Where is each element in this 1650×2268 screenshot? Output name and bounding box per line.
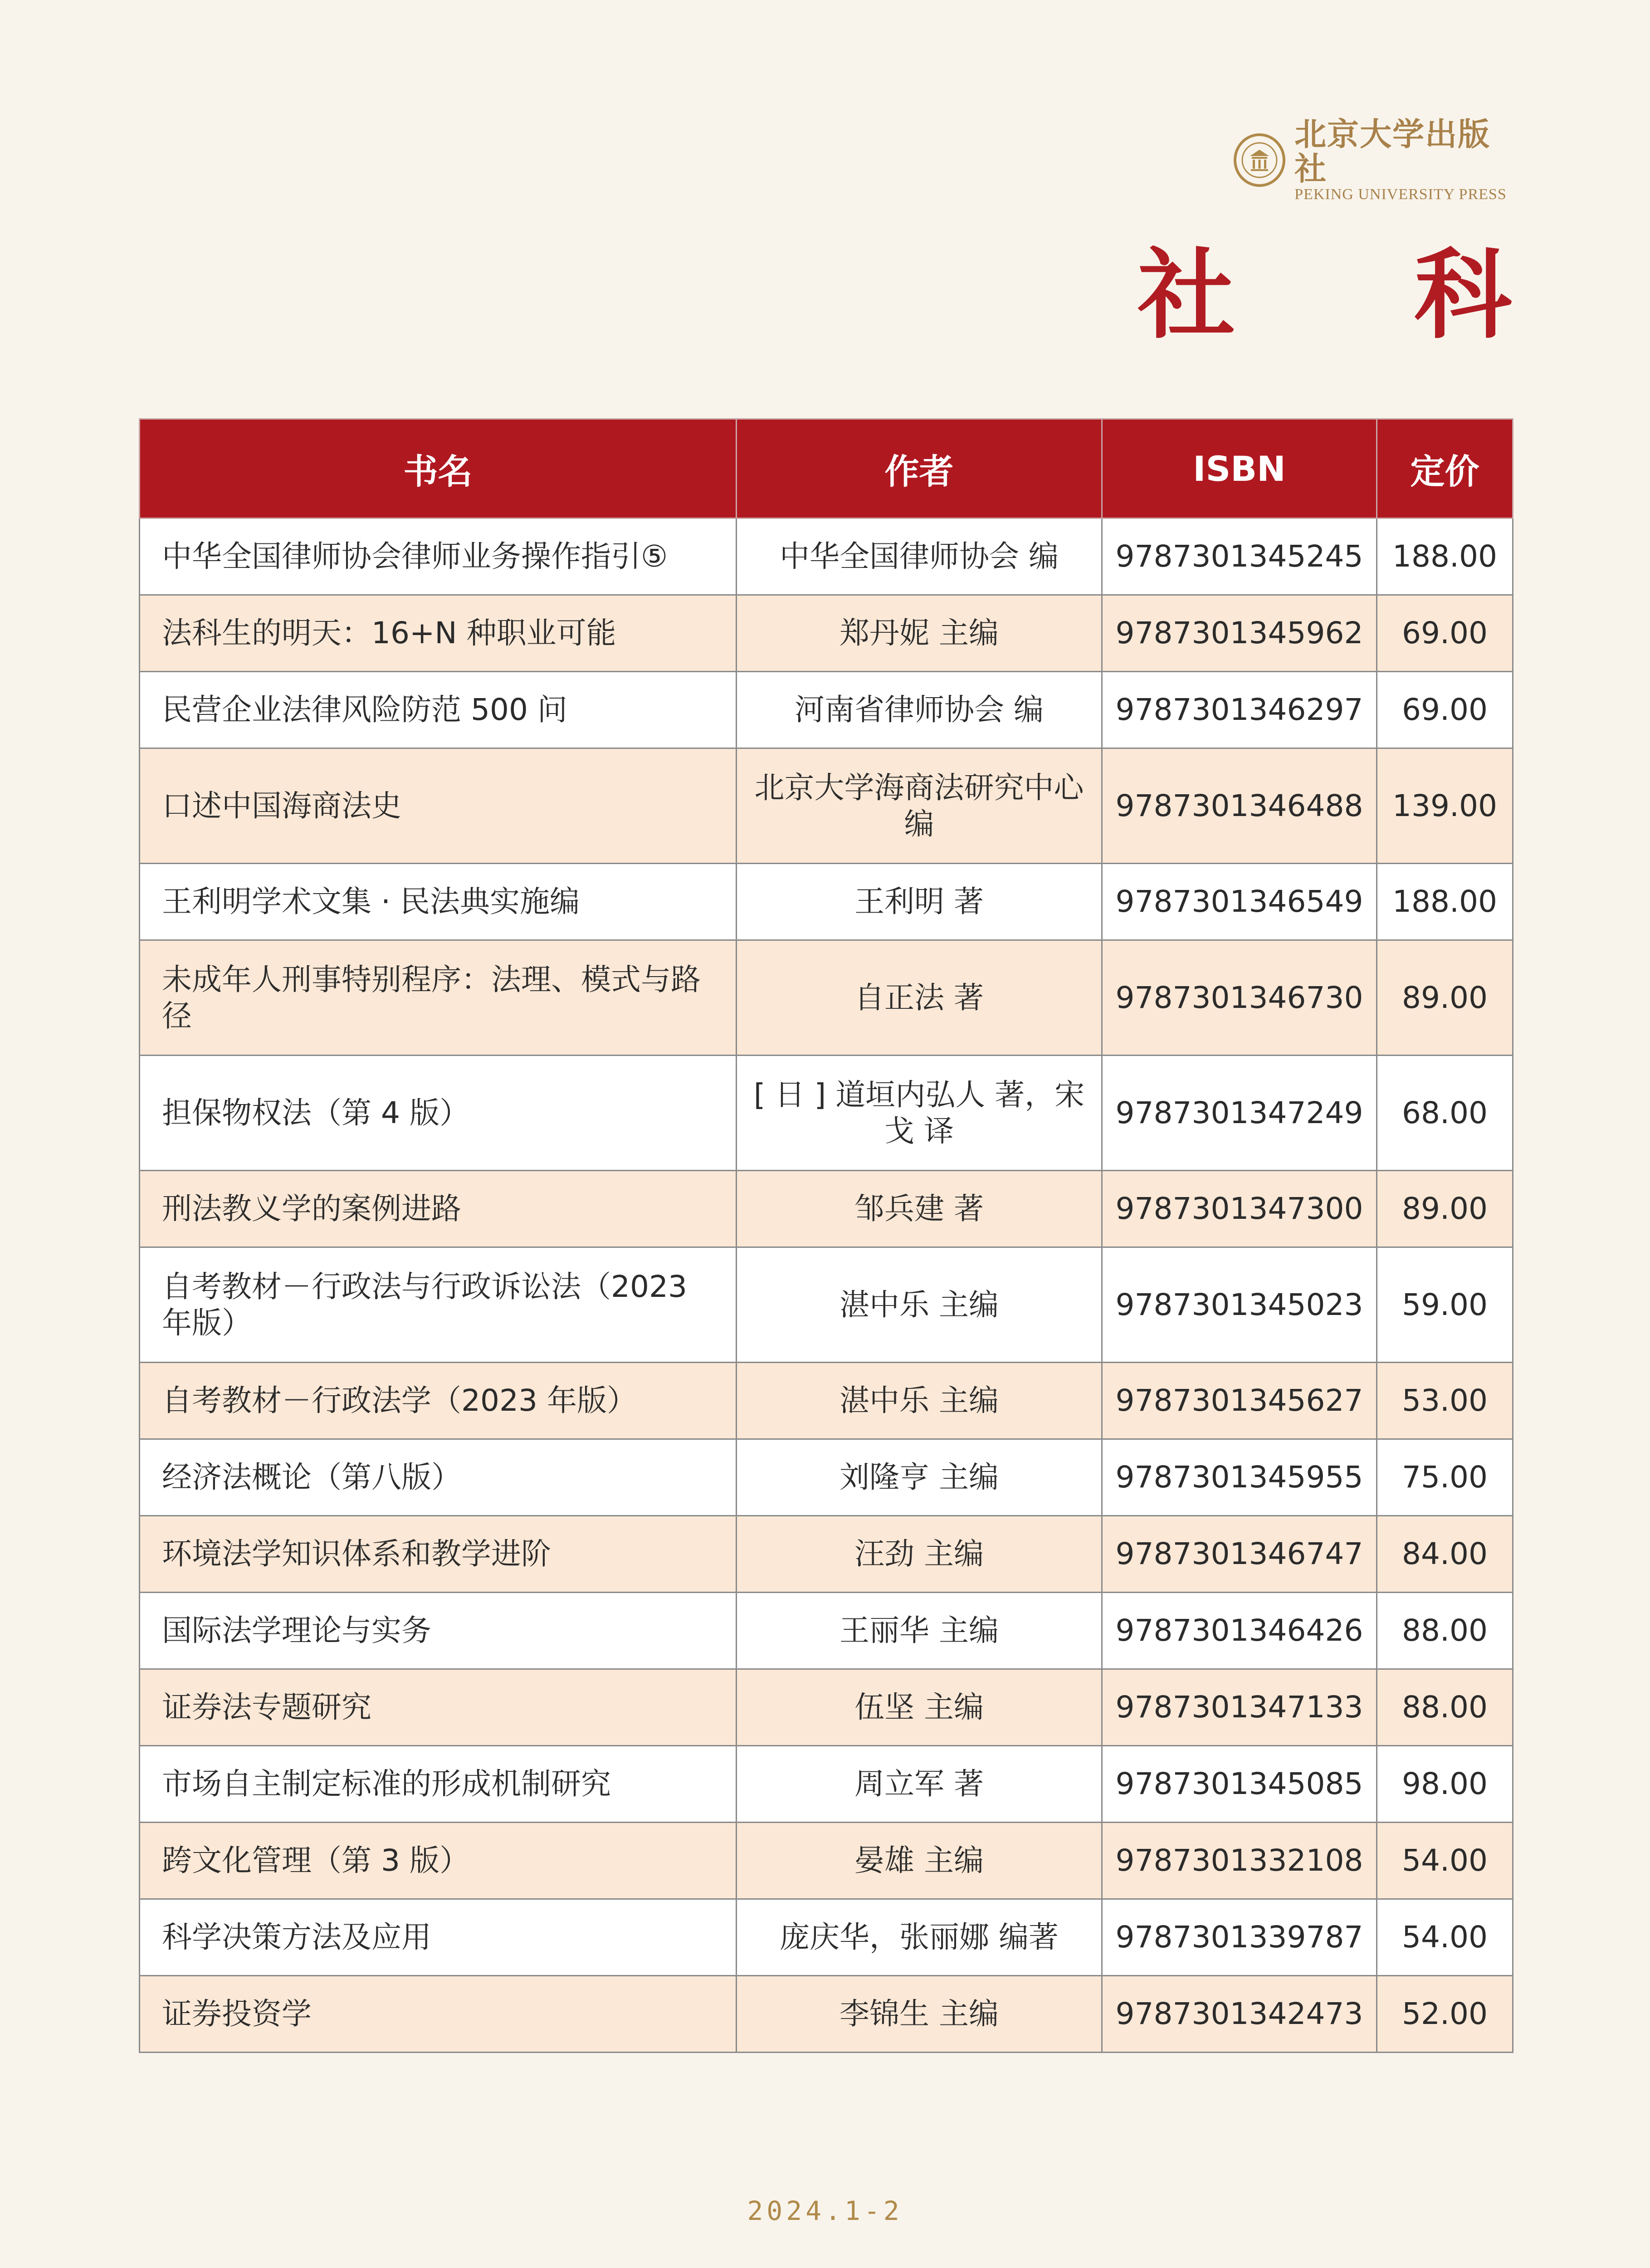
book-author-cell: 中华全国律师协会 编 [737, 518, 1102, 595]
header-isbn: ISBN [1102, 419, 1377, 518]
book-price-cell: 188.00 [1377, 864, 1513, 940]
table-row [140, 672, 1513, 748]
book-author-cell: 湛中乐 主编 [737, 1247, 1102, 1363]
book-title-cell: 民营企业法律风险防范 500 问 [140, 672, 737, 748]
book-isbn-cell: 9787301345627 [1102, 1363, 1377, 1439]
book-title-cell: 跨文化管理（第 3 版） [140, 1823, 737, 1899]
book-price-cell: 53.00 [1377, 1363, 1513, 1439]
pku-seal-icon [1234, 133, 1285, 187]
book-price-cell: 75.00 [1377, 1439, 1513, 1516]
book-price-cell: 89.00 [1377, 940, 1513, 1056]
book-isbn-cell: 9787301346297 [1102, 672, 1377, 748]
table-row [140, 1516, 1513, 1593]
book-isbn-cell: 9787301346488 [1102, 748, 1377, 864]
book-title-cell: 证券投资学 [140, 1976, 737, 2053]
book-title-cell: 中华全国律师协会律师业务操作指引⑤ [140, 518, 737, 595]
section-title: 社 科 [1137, 237, 1584, 352]
publisher-name-en: PEKING UNIVERSITY PRESS [1294, 186, 1507, 203]
book-isbn-cell: 9787301332108 [1102, 1823, 1377, 1899]
book-author-cell: 晏雄 主编 [737, 1823, 1102, 1899]
book-isbn-cell: 9787301346426 [1102, 1593, 1377, 1669]
table-row [140, 940, 1513, 1056]
book-isbn-cell: 9787301347249 [1102, 1056, 1377, 1171]
book-isbn-cell: 9787301345245 [1102, 518, 1377, 595]
book-author-cell: 自正法 著 [737, 940, 1102, 1056]
book-author-cell: 王丽华 主编 [737, 1593, 1102, 1669]
table-row [140, 595, 1513, 672]
book-author-cell: 伍坚 主编 [737, 1669, 1102, 1746]
book-isbn-cell: 9787301345955 [1102, 1439, 1377, 1516]
table-row [140, 518, 1513, 595]
book-author-cell: 汪劲 主编 [737, 1516, 1102, 1593]
book-author-cell: 邹兵建 著 [737, 1171, 1102, 1247]
book-title-cell: 法科生的明天：16+N 种职业可能 [140, 595, 737, 672]
table-row [140, 1247, 1513, 1363]
book-title-cell: 经济法概论（第八版） [140, 1439, 737, 1516]
book-isbn-cell: 9787301346747 [1102, 1516, 1377, 1593]
table-row [140, 1899, 1513, 1976]
table-row [140, 864, 1513, 940]
book-title-cell: 自考教材－行政法与行政诉讼法（2023 年版） [140, 1247, 737, 1363]
book-price-cell: 88.00 [1377, 1669, 1513, 1746]
book-title-cell: 市场自主制定标准的形成机制研究 [140, 1746, 737, 1823]
book-price-cell: 139.00 [1377, 748, 1513, 864]
book-price-cell: 52.00 [1377, 1976, 1513, 2053]
book-author-cell: 庞庆华，张丽娜 编著 [737, 1899, 1102, 1976]
book-author-cell: [ 日 ] 道垣内弘人 著，宋戈 译 [737, 1056, 1102, 1171]
book-title-cell: 环境法学知识体系和教学进阶 [140, 1516, 737, 1593]
header-price: 定价 [1377, 419, 1513, 518]
book-title-cell: 国际法学理论与实务 [140, 1593, 737, 1669]
book-title-cell: 自考教材－行政法学（2023 年版） [140, 1363, 737, 1439]
book-title-cell: 口述中国海商法史 [140, 748, 737, 864]
book-price-cell: 89.00 [1377, 1171, 1513, 1247]
table-row [140, 1439, 1513, 1516]
book-author-cell: 郑丹妮 主编 [737, 595, 1102, 672]
table-header-row [140, 419, 1513, 518]
book-title-cell: 担保物权法（第 4 版） [140, 1056, 737, 1171]
book-isbn-cell: 9787301342473 [1102, 1976, 1377, 2053]
book-author-cell: 湛中乐 主编 [737, 1363, 1102, 1439]
table-row [140, 1669, 1513, 1746]
book-author-cell: 河南省律师协会 编 [737, 672, 1102, 748]
book-title-cell: 刑法教义学的案例进路 [140, 1171, 737, 1247]
book-isbn-cell: 9787301346730 [1102, 940, 1377, 1056]
book-price-cell: 54.00 [1377, 1823, 1513, 1899]
book-isbn-cell: 9787301347133 [1102, 1669, 1377, 1746]
issue-date: 2024.1-2 [747, 2195, 903, 2226]
book-isbn-cell: 9787301347300 [1102, 1171, 1377, 1247]
book-price-cell: 88.00 [1377, 1593, 1513, 1669]
table-row [140, 1363, 1513, 1439]
book-price-cell: 68.00 [1377, 1056, 1513, 1171]
book-title-cell: 证券法专题研究 [140, 1669, 737, 1746]
book-isbn-cell: 9787301346549 [1102, 864, 1377, 940]
table-row [140, 1171, 1513, 1247]
table-row [140, 1746, 1513, 1823]
table-row [140, 1823, 1513, 1899]
book-isbn-cell: 9787301345962 [1102, 595, 1377, 672]
book-isbn-cell: 9787301345085 [1102, 1746, 1377, 1823]
table-row [140, 748, 1513, 864]
book-price-cell: 54.00 [1377, 1899, 1513, 1976]
publisher-name [1294, 117, 1515, 203]
book-author-cell: 北京大学海商法研究中心 编 [737, 748, 1102, 864]
book-author-cell: 周立军 著 [737, 1746, 1102, 1823]
header-author: 作者 [737, 419, 1102, 518]
publisher-name-cn: 北京大学出版社 [1294, 115, 1491, 187]
book-author-cell: 刘隆亨 主编 [737, 1439, 1102, 1516]
book-author-cell: 王利明 著 [737, 864, 1102, 940]
book-price-cell: 84.00 [1377, 1516, 1513, 1593]
book-price-cell: 98.00 [1377, 1746, 1513, 1823]
table-row [140, 1593, 1513, 1669]
book-title-cell: 王利明学术文集 · 民法典实施编 [140, 864, 737, 940]
book-price-cell: 59.00 [1377, 1247, 1513, 1363]
book-price-cell: 69.00 [1377, 672, 1513, 748]
book-isbn-cell: 9787301345023 [1102, 1247, 1377, 1363]
header-title: 书名 [140, 419, 737, 518]
book-price-cell: 69.00 [1377, 595, 1513, 672]
book-table [139, 418, 1513, 2053]
table-row [140, 1056, 1513, 1171]
book-title-cell: 科学决策方法及应用 [140, 1899, 737, 1976]
book-title-cell: 未成年人刑事特别程序：法理、模式与路径 [140, 940, 737, 1056]
book-isbn-cell: 9787301339787 [1102, 1899, 1377, 1976]
book-author-cell: 李锦生 主编 [737, 1976, 1102, 2053]
table-row [140, 1976, 1513, 2053]
book-table-body [140, 518, 1513, 2053]
publisher-logo [1234, 115, 1515, 203]
book-price-cell: 188.00 [1377, 518, 1513, 595]
